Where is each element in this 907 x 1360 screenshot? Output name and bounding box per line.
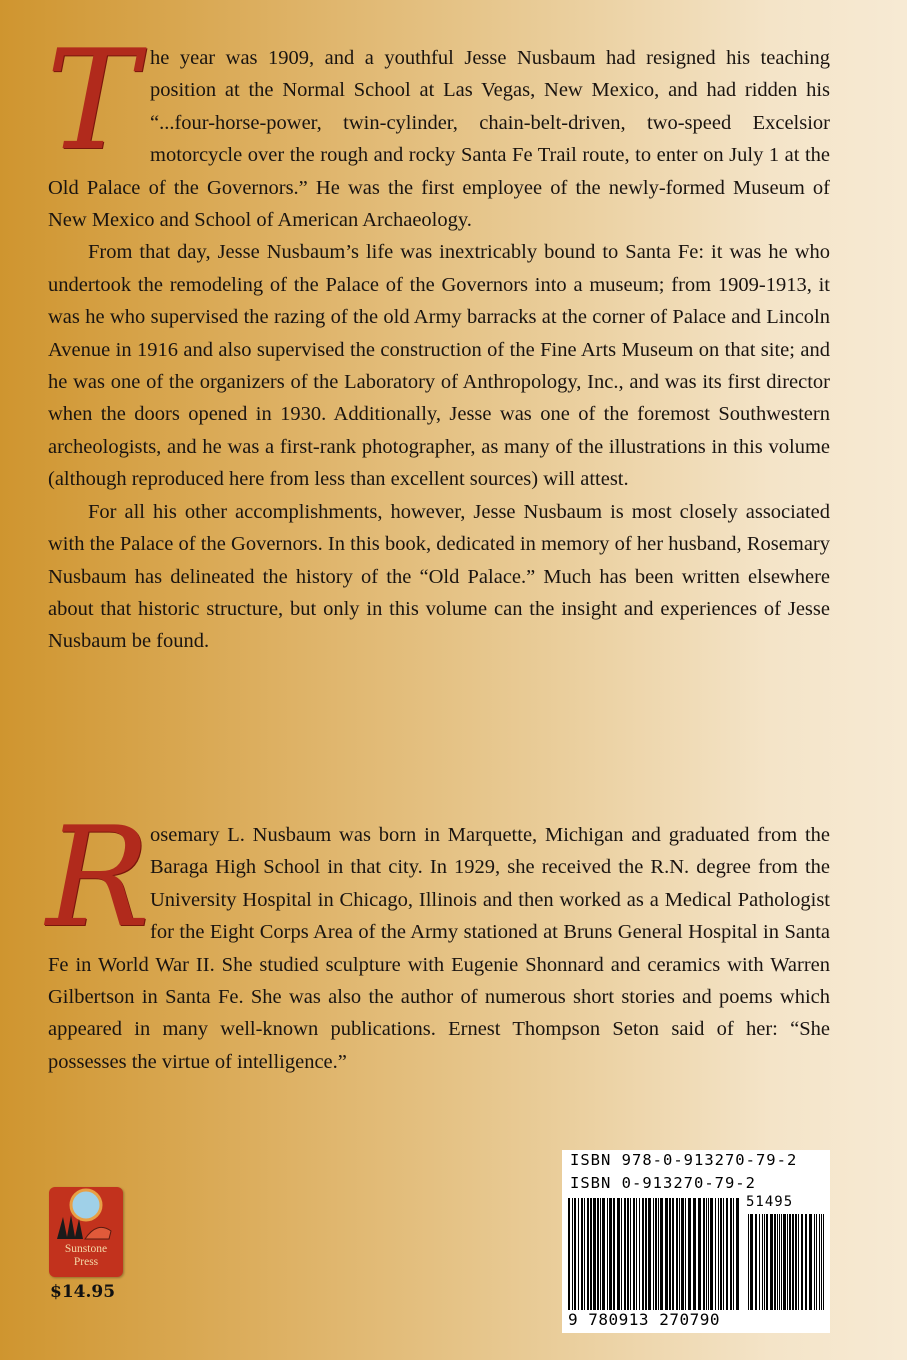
description-section [46, 20, 830, 658]
price-addon-digits: 51495 [746, 1194, 794, 1210]
isbn-barcode [562, 1150, 830, 1333]
isbn-10-label: ISBN 0-913270-79-2 [570, 1174, 756, 1192]
publisher-name: Sunstone Press [64, 1243, 108, 1268]
ean-digits: 9 780913 270790 [568, 1310, 720, 1329]
sunstone-emblem-icon [49, 1187, 123, 1247]
paragraph-1: he year was 1909, and a youthful Jesse Nusbaum had resigned his teaching position at the Normal School at Las Vegas, New Mexico, and had ridden his “...four-horse-power, twin-cylinder, chain-belt-driven, two-speed Excelsior motorcycle over the rough and rocky Santa Fe Trail route, to enter on July 1 at the Old Palace of the Governors.” He was the first employee of the newly-formed Museum of New Mexico and School of American Archaeology. [48, 47, 830, 232]
paragraph-2: From that day, Jesse Nusbaum’s life was inextricably bound to Santa Fe: it was he who undertook the remodeling of the Palace of the Governors into a museum; from 1909-1913, it was he who supervised the razing of the old Army barracks at the corner of Palace and Lincoln Avenue in 1916 and also supervised the construction of the Fine Arts Museum on that site; and he was one of the organizers of the Laboratory of Anthropology, Inc., and was its first director when the doors opened in 1930. Additionally, Jesse was one of the foremost Southwestern archeologists, and he was a first-rank photographer, as many of the illustrations in this volume (although reproduced here from less than excellent sources) will attest. [48, 241, 830, 491]
author-bio-section [46, 797, 830, 1078]
dropcap-r: R [46, 797, 150, 958]
publisher-logo [49, 1187, 123, 1277]
barcode-bars [568, 1196, 826, 1310]
isbn-13-label: ISBN 978-0-913270-79-2 [570, 1151, 798, 1169]
paragraph-3: For all his other accomplishments, however, Jesse Nusbaum is most closely associated with the Palace of the Governors. In this book, dedicated in memory of her husband, Rosemary Nusbaum has delineated the history of the “Old Palace.” Much has been written elsewhere about that historic structure, but only in this volume can the insight and experiences of Jesse Nusbaum be found. [48, 500, 830, 653]
author-bio-paragraph: osemary L. Nusbaum was born in Marquette, Michigan and graduated from the Baraga High School in that city. In 1929, she received the R.N. degree from the University Hospital in Chicago, Illinois and then worked as a Medical Pathologist for the Eight Corps Area of the Army stationed at Bruns General Hospital in Santa Fe in World War II. She studied sculpture with Eugenie Shonnard and ceramics with Warren Gilbertson in Santa Fe. She was also the author of numerous short stories and poems which appeared in many well-known publications. Ernest Thompson Seton said of her: “She possesses the virtue of intelligence.” [48, 824, 830, 1073]
price: $14.95 [50, 1282, 116, 1302]
dropcap-t: T [46, 20, 139, 181]
